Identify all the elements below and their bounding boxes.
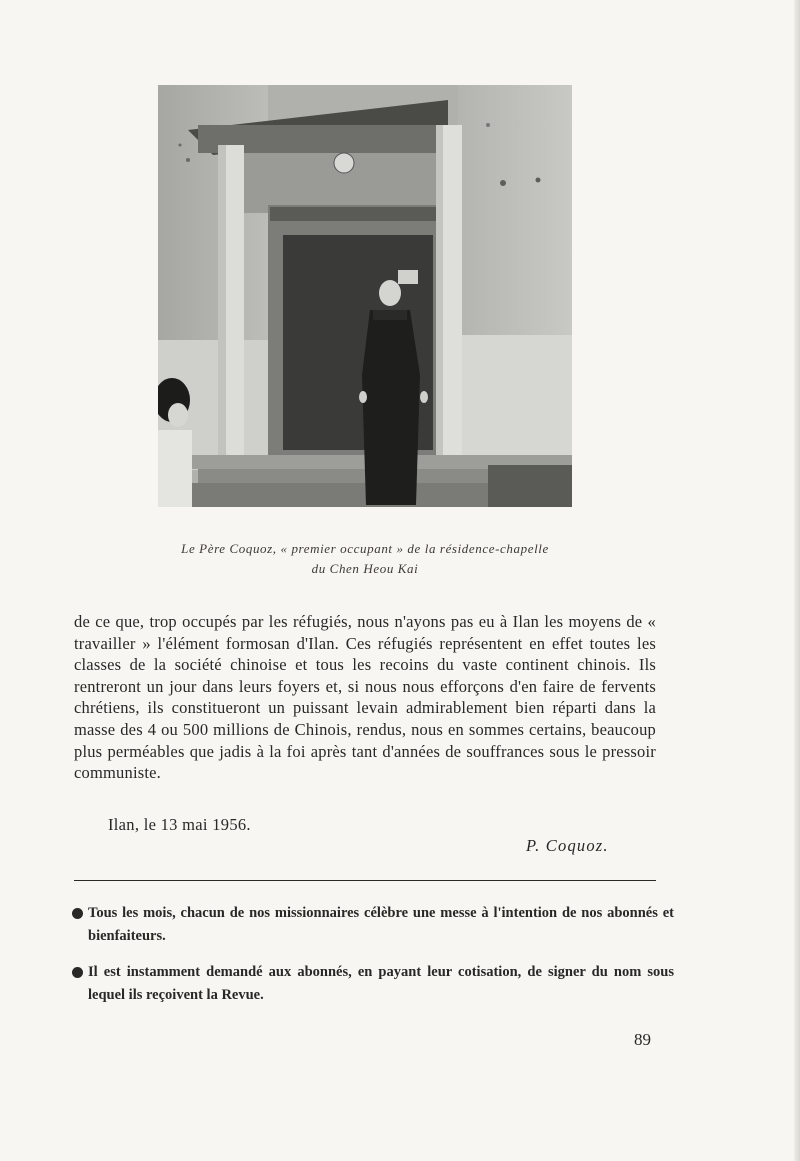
photo-illustration (158, 85, 572, 507)
notice-item (72, 961, 674, 1007)
photo-caption-line-1: Le Père Coquoz, « premier occupant » de la résidence-chapelle (181, 541, 549, 556)
page-number: 89 (634, 1030, 651, 1049)
section-divider (74, 880, 656, 881)
page-edge (794, 0, 800, 1161)
body-paragraph-block (74, 611, 656, 784)
photo-caption-line-2: du Chen Heou Kai (311, 561, 419, 576)
author-signature: P. Coquoz. (526, 836, 609, 855)
dateline: Ilan, le 13 mai 1956. (108, 815, 251, 834)
notice-text: Il est instamment demandé aux abonnés, en payant leur cotisation, de signer du nom sous lequel ils reçoivent la Revue. (88, 964, 674, 1003)
notice-text: Tous les mois, chacun de nos missionnaires célèbre une messe à l'intention de nos abonnés et bienfaiteurs. (88, 905, 674, 944)
bullet-icon (72, 908, 83, 919)
notice-item (72, 902, 674, 948)
body-paragraph: de ce que, trop occupés par les réfugiés, nous n'ayons pas eu à Ilan les moyens de « travailler » l'élément formosan d'Ilan. Ces réfugiés représentent en effet toutes les classes de la société chinoise et tous les recoins du vaste continent chinois. Ils rentreront un jour dans leurs foyers et, si nous nous efforçons d'en faire de fervents chrétiens, ils constitueront un puissant levain admirablement bien réparti dans la masse des 4 ou 500 millions de Chinois, rendus, nous en sommes certains, beaucoup plus perméables que jadis à la foi après tant d'années de souffrances sous le pressoir communiste. (74, 612, 656, 783)
bullet-icon (72, 967, 83, 978)
photograph (158, 85, 572, 507)
